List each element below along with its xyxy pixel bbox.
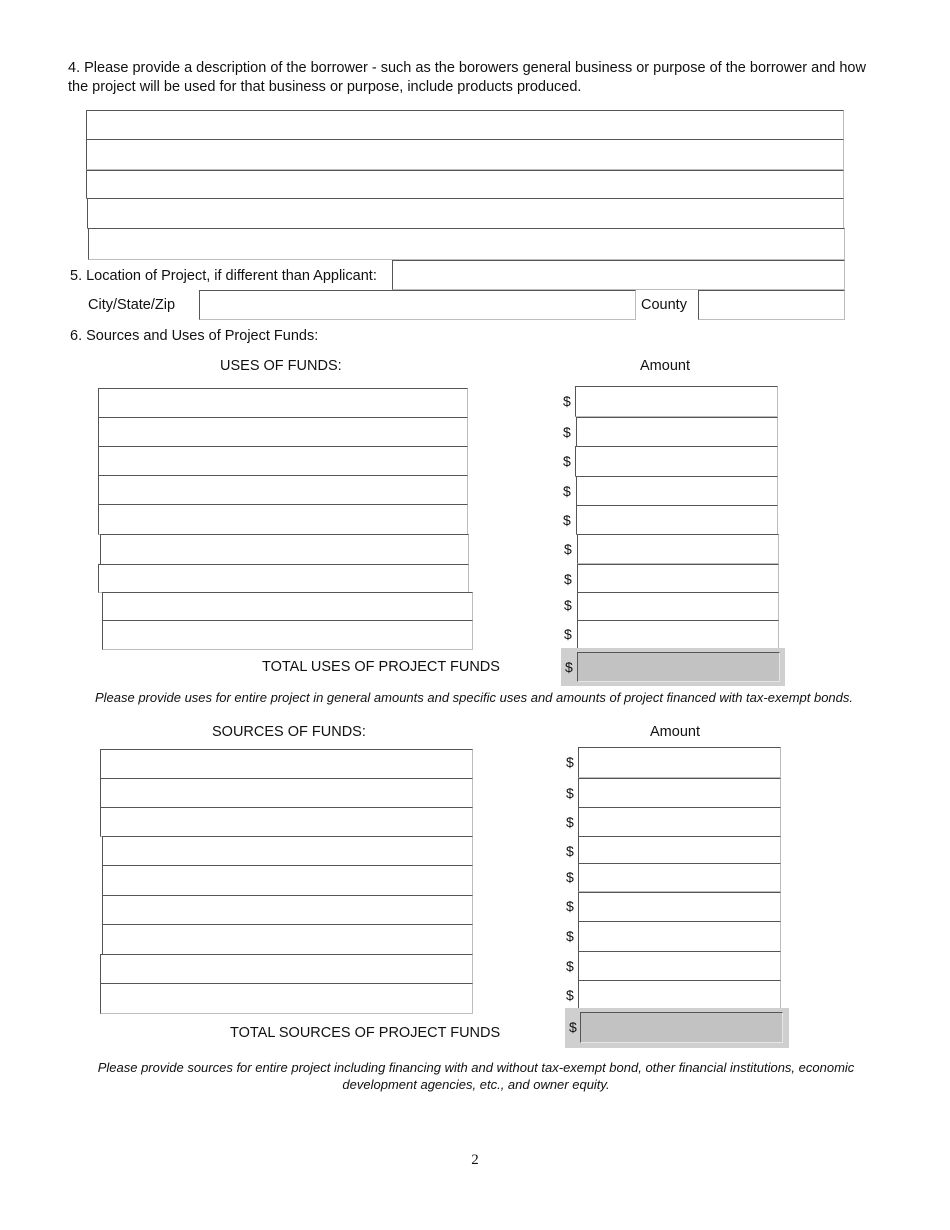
uses-description-field-3[interactable] xyxy=(98,446,468,476)
uses-amount-field-6[interactable] xyxy=(577,534,779,564)
uses-dollar-sign-8: $ xyxy=(564,597,572,613)
uses-description-field-9[interactable] xyxy=(102,620,473,650)
borrower-description-line-1[interactable] xyxy=(86,110,844,140)
total-sources-amount-field[interactable] xyxy=(580,1012,783,1043)
sources-dollar-sign-6: $ xyxy=(566,898,574,914)
sources-dollar-sign-9: $ xyxy=(566,987,574,1003)
city-state-zip-label: City/State/Zip xyxy=(88,297,176,313)
uses-dollar-sign-4: $ xyxy=(563,483,571,499)
uses-amount-field-7[interactable] xyxy=(577,564,779,593)
page-number: 2 xyxy=(471,1152,479,1168)
borrower-description-line-4[interactable] xyxy=(87,198,844,229)
sources-dollar-sign-7: $ xyxy=(566,928,574,944)
sources-description-field-6[interactable] xyxy=(102,895,473,925)
sources-description-field-1[interactable] xyxy=(100,749,473,779)
uses-dollar-sign-1: $ xyxy=(563,393,571,409)
total-uses-dollar-sign: $ xyxy=(565,659,573,675)
borrower-description-line-3[interactable] xyxy=(86,170,844,199)
sources-amount-header: Amount xyxy=(650,724,700,740)
uses-description-field-6[interactable] xyxy=(100,534,469,565)
question-4-text: 4. Please provide a description of the borrower - such as the borowers general business or purpose of the borrower and how the project will be used for that business or purpose, include products produced. xyxy=(68,60,866,95)
sources-dollar-sign-2: $ xyxy=(566,785,574,801)
uses-amount-header: Amount xyxy=(640,358,690,374)
sources-instruction-note-line-1: Please provide sources for entire project including financing with and without tax-exempt bond, other financial institutions, economic xyxy=(97,1060,855,1075)
county-field[interactable] xyxy=(698,290,845,320)
uses-dollar-sign-5: $ xyxy=(563,512,571,528)
uses-amount-field-2[interactable] xyxy=(576,417,778,447)
sources-amount-field-7[interactable] xyxy=(578,921,781,952)
sources-description-field-8[interactable] xyxy=(100,954,473,984)
sources-description-field-3[interactable] xyxy=(100,807,473,837)
uses-amount-field-3[interactable] xyxy=(575,446,778,477)
uses-instruction-note: Please provide uses for entire project in general amounts and specific uses and amounts of project financed with tax-exempt bonds. xyxy=(94,690,854,705)
sources-amount-field-9[interactable] xyxy=(578,980,781,1009)
sources-amount-field-3[interactable] xyxy=(578,807,781,837)
sources-dollar-sign-1: $ xyxy=(566,754,574,770)
uses-description-field-8[interactable] xyxy=(102,592,473,621)
sources-dollar-sign-5: $ xyxy=(566,869,574,885)
sources-description-field-9[interactable] xyxy=(100,983,473,1014)
borrower-description-line-5[interactable] xyxy=(88,228,845,260)
uses-description-field-5[interactable] xyxy=(98,504,468,535)
uses-dollar-sign-9: $ xyxy=(564,626,572,642)
uses-of-funds-header: USES OF FUNDS: xyxy=(220,358,342,374)
uses-dollar-sign-2: $ xyxy=(563,424,571,440)
uses-description-field-7[interactable] xyxy=(98,564,469,593)
borrower-description-line-2[interactable] xyxy=(86,139,844,170)
sources-description-field-5[interactable] xyxy=(102,865,473,896)
uses-dollar-sign-7: $ xyxy=(564,571,572,587)
uses-amount-field-5[interactable] xyxy=(576,505,778,535)
sources-description-field-7[interactable] xyxy=(102,924,473,955)
uses-dollar-sign-3: $ xyxy=(563,453,571,469)
sources-amount-field-1[interactable] xyxy=(578,747,781,778)
total-uses-label: TOTAL USES OF PROJECT FUNDS xyxy=(262,659,500,675)
uses-amount-field-4[interactable] xyxy=(576,476,778,506)
sources-instruction-note-line-2: development agencies, etc., and owner equity. xyxy=(342,1077,610,1092)
sources-amount-field-6[interactable] xyxy=(578,892,781,922)
uses-amount-field-9[interactable] xyxy=(577,620,779,649)
uses-description-field-4[interactable] xyxy=(98,475,468,505)
uses-description-field-2[interactable] xyxy=(98,417,468,447)
total-sources-label: TOTAL SOURCES OF PROJECT FUNDS xyxy=(230,1025,501,1041)
sources-description-field-4[interactable] xyxy=(102,836,473,866)
county-label: County xyxy=(641,297,687,313)
uses-amount-field-8[interactable] xyxy=(577,592,779,621)
question-6-label: 6. Sources and Uses of Project Funds: xyxy=(70,328,319,344)
question-5-label: 5. Location of Project, if different than Applicant: xyxy=(70,268,377,284)
total-uses-amount-field[interactable] xyxy=(577,652,780,682)
sources-amount-field-8[interactable] xyxy=(578,951,781,981)
sources-dollar-sign-3: $ xyxy=(566,814,574,830)
sources-of-funds-header: SOURCES OF FUNDS: xyxy=(212,724,366,740)
sources-amount-field-4[interactable] xyxy=(578,836,781,864)
uses-description-field-1[interactable] xyxy=(98,388,468,418)
total-sources-dollar-sign: $ xyxy=(569,1019,577,1035)
sources-dollar-sign-8: $ xyxy=(566,958,574,974)
uses-amount-field-1[interactable] xyxy=(575,386,778,417)
sources-dollar-sign-4: $ xyxy=(566,843,574,859)
sources-amount-field-2[interactable] xyxy=(578,778,781,808)
uses-dollar-sign-6: $ xyxy=(564,541,572,557)
sources-description-field-2[interactable] xyxy=(100,778,473,808)
project-location-field[interactable] xyxy=(392,260,845,290)
sources-amount-field-5[interactable] xyxy=(578,863,781,892)
city-state-zip-field[interactable] xyxy=(199,290,636,320)
